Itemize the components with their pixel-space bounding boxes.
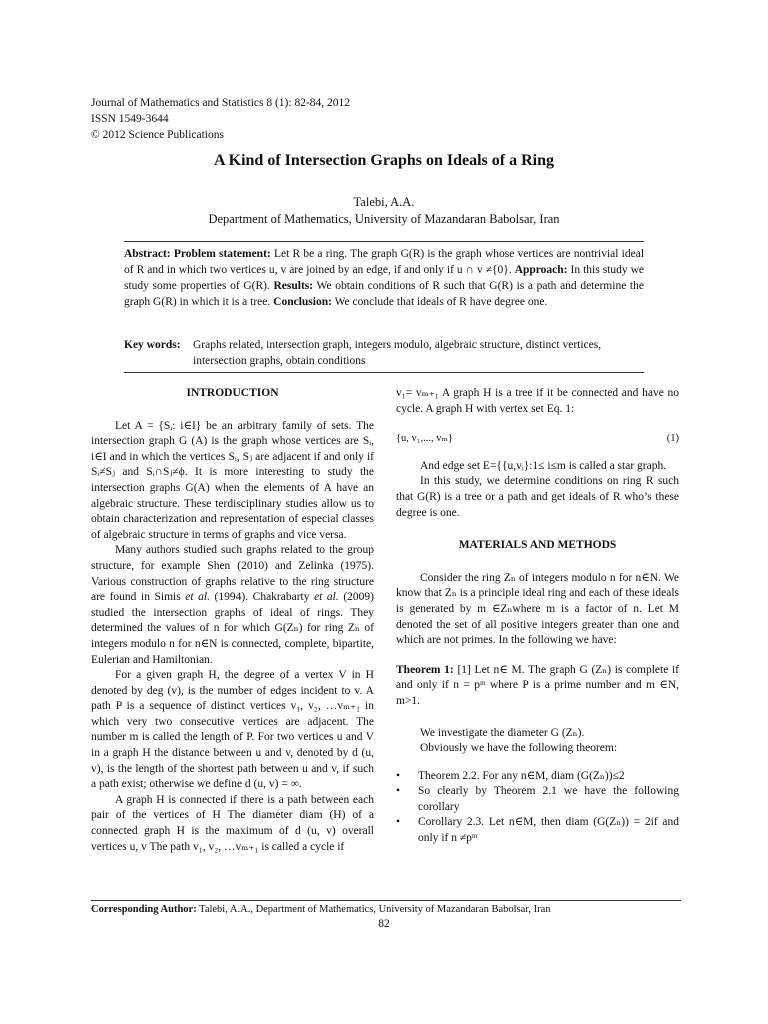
journal-issn: ISSN 1549-3644: [91, 113, 169, 125]
keywords-label: Key words:: [124, 339, 181, 351]
right-paragraph-4: Consider the ring Zₙ of integers modulo n for n∈N. We know that Zₙ is a principle ideal ring and each of these ideals is generated by m ∈Zₙwhere m is a factor of n. Let M denoted the set of all positive integers greater than one and which are not primes. In the following we have:: [396, 571, 679, 647]
problem-statement-label: Problem statement:: [173, 248, 271, 260]
approach-label: Approach:: [514, 264, 568, 276]
problem-statement-text: Let R be a ring. The graph G(R) is the graph whose vertices are nontrivial ideal of R and in which two vertices u, v are joined by an edge, if and only if u ∩ v ≠{0}.: [124, 248, 645, 276]
keywords-text: Graphs related, intersection graph, integers modulo, algebraic structure, distinct vertices, intersection graphs, obtain conditions: [193, 339, 602, 367]
intro-p2-text-b: (1994). Chakrabarty: [209, 591, 315, 604]
bullet-icon: •: [396, 816, 401, 829]
corresponding-author: [91, 903, 681, 917]
approach-text: In this study we study some properties of G(R).: [124, 264, 645, 292]
journal-citation: Journal of Mathematics and Statistics 8 (1): 82-84, 2012: [91, 97, 351, 109]
author-block: [0, 194, 768, 228]
equation-1-text: {u, v₁,..., vₘ}: [396, 433, 453, 445]
corresponding-author-label: Corresponding Author:: [91, 904, 197, 915]
intro-paragraph-2: [91, 543, 374, 668]
intro-p2-etal-2: et al.: [314, 591, 339, 604]
bullet-icon: •: [396, 769, 401, 782]
page-number: 82: [378, 918, 390, 930]
right-paragraph-2: And edge set E={{u,vᵢ}:1≤ i≤m is called a star graph.: [420, 459, 667, 472]
list-item-text: Corollary 2.3. Let n∈M, then diam (G(Zₙ)) = 2if and only if n ≠pᵐ: [418, 816, 679, 845]
list-item: [396, 769, 679, 785]
intro-p2-text-c: (2009) studied the intersection graphs of ideal of rings. They determined the values of n for which G(Zₙ) for ring Zₙ of integers modulo n for n∈N is connected, complete, bipartite, Eulerian and Hamiltonian.: [91, 591, 374, 666]
right-paragraph-1: v₁= vₘ₊₁ A graph H is a tree if it be connected and have no cycle. A graph H with vertex set Eq. 1:: [396, 387, 679, 415]
intro-p2-etal-1: et al.: [185, 591, 210, 604]
paper-title: A Kind of Intersection Graphs on Ideals of a Ring: [213, 152, 555, 169]
theorem-1: [396, 663, 679, 710]
list-item: [396, 784, 679, 815]
abstract-label: Abstract:: [124, 248, 171, 260]
journal-header: [91, 95, 350, 143]
right-paragraph-5: We investigate the diameter G (Zₙ).: [420, 726, 585, 739]
list-item-text: So clearly by Theorem 2.1 we have the following corollary: [418, 785, 679, 813]
list-item: [396, 815, 679, 846]
equation-1: [396, 431, 679, 447]
right-paragraph-6: Obviously we have the following theorem:: [420, 742, 618, 755]
author-name: Talebi, A.A.: [353, 195, 415, 209]
left-column: [91, 386, 374, 855]
intro-paragraph-3: For a given graph H, the degree of a vertex V in H denoted by deg (v), is the number of edges incident to v. A path P is a sequence of distinct vertices v₁, v₂, …vₘ₊₁ in which very two consecutive vertices are adjacent. The number m is called the length of P. For two vertices u and V in a graph H the distance between u and v, denoted by d (u, v), is the length of the shortest path between u and v, if such a path exist; otherwise we define d (u, v) = ∞.: [91, 669, 374, 791]
theorem-1-label: Theorem 1:: [396, 663, 454, 676]
list-item-text: Theorem 2.2. For any n∈M, diam (G(Zₙ))≤2: [418, 769, 625, 782]
abstract-bottom-rule: [124, 372, 644, 373]
intro-paragraph-1: Let A = {Sᵢ: i∈I} be an arbitrary family of sets. The intersection graph G (A) is the graph whose vertices are Sᵢ, i∈I and in which the vertices Sᵢ, Sⱼ are adjacent if and only if Sᵢ≠Sⱼ and Sᵢ∩Sⱼ≠ϕ. It is more interesting to study the intersection graphs G(A) when the elements of A have an algebraic structure. These terdisciplinary studies allow us to obtain characterization and representation of especial classes of algebraic structure in terms of graphs and vice versa.: [91, 419, 374, 541]
results-text: We obtain conditions of R such that G(R) is a path and determine the graph G(R) in which it is a tree.: [124, 280, 644, 308]
abstract-top-rule: [124, 241, 644, 242]
conclusion-label: Conclusion:: [273, 296, 332, 308]
abstract: [124, 246, 644, 310]
author-affiliation: Department of Mathematics, University of Mazandaran Babolsar, Iran: [208, 212, 560, 226]
right-paragraph-3: In this study, we determine conditions on ring R such that G(R) is a tree or a path and get ideals of R who’s these degree is one.: [396, 475, 679, 519]
equation-1-number: (1): [666, 433, 679, 445]
results-label: Results:: [273, 280, 314, 292]
introduction-heading: INTRODUCTION: [186, 387, 279, 399]
keywords: [124, 337, 644, 369]
intro-paragraph-4: A graph H is connected if there is a path between each pair of the vertices of H The diameter diam (H) of a connected graph H is the maximum of d (u, v) overall vertices u, v The path v₁, v₂, …vₘ₊₁ is called a cycle if: [91, 793, 374, 853]
corresponding-author-text: Talebi, A.A., Department of Mathematics, University of Mazandaran Babolsar, Iran: [199, 904, 551, 915]
footer-rule: [91, 900, 681, 901]
theorem-bullet-list: [396, 769, 679, 847]
bullet-icon: •: [396, 785, 401, 798]
conclusion-text: We conclude that ideals of R have degree one.: [334, 296, 548, 308]
theorem-1-text: [1] Let n∈ M. The graph G (Zₙ) is complete if and only if n = pᵐ where P is a prime number and m ∈N, m>1.: [396, 663, 679, 707]
intro-p2-text-a: Many authors studied such graphs related to the group structure, for example Shen (2010) and Zelinka (1975). Various construction of graphs relative to the ring structure are found in Simis: [91, 544, 374, 604]
journal-copyright: © 2012 Science Publications: [91, 129, 224, 141]
materials-methods-heading: MATERIALS AND METHODS: [458, 539, 617, 552]
right-column: [396, 386, 679, 847]
